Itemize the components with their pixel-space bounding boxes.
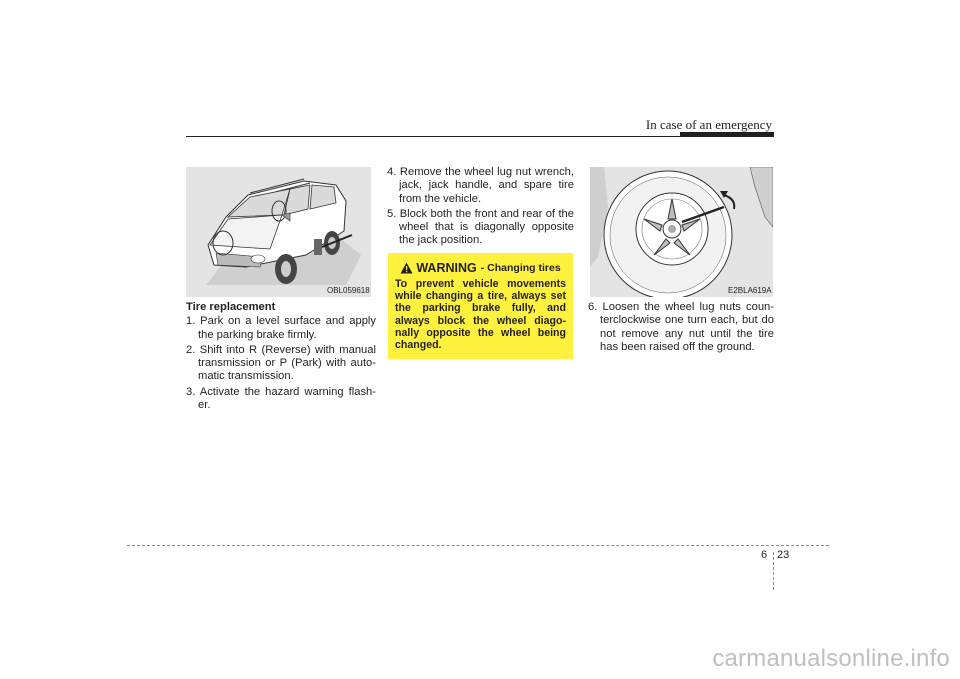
wheel-wrench-figure [590,167,773,297]
wheel-wrench-illustration [590,167,773,297]
steps-list-3 [588,301,774,354]
footer-rule [127,545,829,546]
steps-list-2 [387,166,574,248]
car-jack-figure [186,167,371,297]
page-chapter: 6 [761,549,768,561]
tire-replacement-heading: Tire replacement [186,301,276,313]
warning-header [395,261,566,275]
step-5: 5. Block both the front and rear of the wheel that is diagonally opposite the jack position. [387,207,574,247]
step-2: 2. Shift into R (Reverse) with manual transmission or P (Park) with auto-matic transmission. [186,343,376,383]
page-number: 23 [777,549,790,561]
car-jack-illustration [186,167,371,297]
step-1: 1. Park on a level surface and apply the parking brake firmly. [186,315,376,341]
header-rule-accent [680,132,774,136]
steps-list-1 [186,315,376,412]
column-2 [387,166,574,250]
warning-box [388,253,573,359]
footer-divider [773,552,774,590]
figure-code-left: OBL059618 [327,286,370,295]
section-title: In case of an emergency [645,117,772,132]
watermark: carmanualsonline.info [712,645,950,672]
warning-triangle-icon [400,262,413,274]
step-4: 4. Remove the wheel lug nut wrench, jack, jack handle, and spare tire from the vehicle. [387,166,574,205]
column-3 [588,301,774,356]
step-6: 6. Loosen the wheel lug nuts coun-terclockwise one turn each, but do not remove any nut until the tire has been raised off the ground. [588,301,774,353]
header-rule [186,136,774,137]
warning-subtitle: - Changing tires [480,262,561,274]
column-1 [186,301,376,414]
step-3: 3. Activate the hazard warning flash-er. [186,385,376,412]
warning-body: To prevent vehicle movements while changing a tire, always set the parking brake fully, and always block the wheel diago-nally opposite the wheel being changed. [395,278,566,352]
figure-code-right: E2BLA619A [728,286,772,295]
warning-title: WARNING [416,261,477,275]
